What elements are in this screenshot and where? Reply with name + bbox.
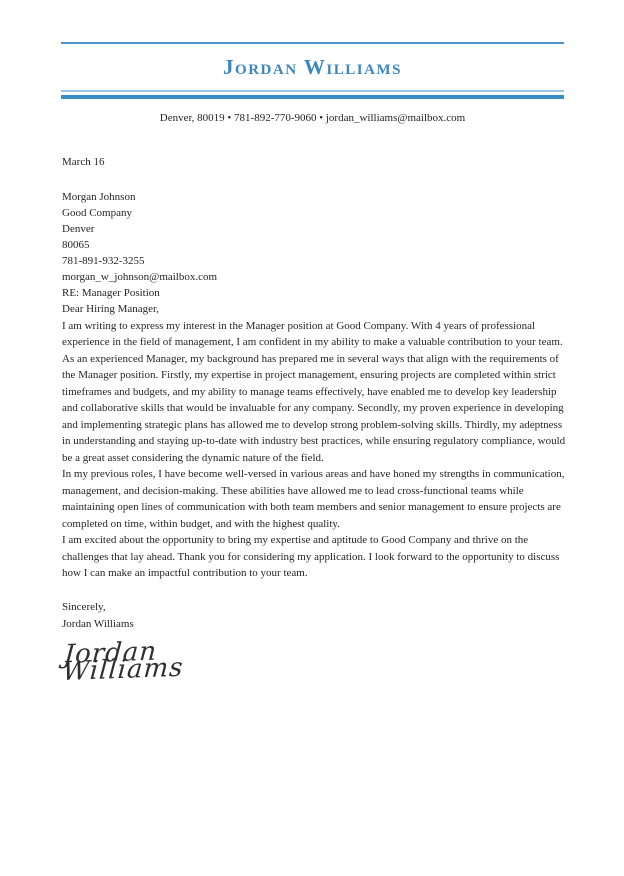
recipient-company: Good Company bbox=[62, 206, 132, 219]
handwritten-signature: Jordan Williams bbox=[61, 636, 185, 687]
salutation: Dear Hiring Manager, bbox=[62, 303, 159, 316]
header-rule-thin bbox=[61, 90, 564, 92]
recipient-city: Denver bbox=[62, 222, 95, 235]
recipient-block bbox=[62, 189, 566, 285]
closing-block bbox=[62, 599, 566, 633]
header-top-rule bbox=[61, 42, 564, 44]
paragraph-experience: As an experienced Manager, my background has prepared me in several ways that align with the requirements of the Manager position. Firstly, my expertise in project management, ensuring projects are completed within strict timeframes and budgets, and my ability to manage teams effectively, have enabled me to develop key leadership and collaborative skills that would be invaluable for any company. Secondly, my proven experience in developing and implementing strategic plans has allowed me to develop strong problem-solving skills. Thirdly, my adeptness in understanding and staying up-to-date with industry best practices, while ensuring regulatory compliance, would be a great asset considering the dynamic nature of the field. bbox=[62, 352, 566, 464]
header-name: Jordan Williams bbox=[223, 55, 402, 79]
recipient-phone: 781-891-932-3255 bbox=[62, 254, 145, 267]
recipient-zip: 80065 bbox=[62, 238, 90, 251]
subject-line: RE: Manager Position bbox=[62, 286, 160, 299]
paragraph-strengths: In my previous roles, I have become well-versed in various areas and have honed my strengths in communication, management, and decision-making. These abilities have allowed me to lead cross-functional teams while maintaining open lines of communication with both team members and senior management to ensure projects are completed on time, within budget, and with the highest quality. bbox=[62, 468, 565, 530]
paragraph-intro: I am writing to express my interest in the Manager position at Good Company. With 4 years of professional experience in the field of management, I am confident in my ability to make a valuable contribution to your team. bbox=[62, 319, 563, 349]
header-bottom-rule bbox=[61, 90, 564, 99]
signer-name: Jordan Williams bbox=[62, 617, 134, 630]
header-contact-line: Denver, 80019 • 781-892-770-9060 • jordan_williams@mailbox.com bbox=[159, 112, 466, 125]
letter-date: March 16 bbox=[62, 156, 105, 169]
closing-word: Sincerely, bbox=[62, 600, 106, 613]
letter-body bbox=[61, 124, 566, 687]
paragraph-closing: I am excited about the opportunity to bring my expertise and aptitude to Good Company and thrive on the challenges that lay ahead. Thank you for considering my application. I look forward to the opportunity to discuss how I can make an impactful contribution to your team. bbox=[62, 534, 560, 580]
recipient-name: Morgan Johnson bbox=[62, 190, 136, 203]
header-rule-thick bbox=[61, 95, 564, 99]
letter-header bbox=[61, 42, 564, 124]
recipient-email: morgan_w_johnson@mailbox.com bbox=[62, 270, 218, 283]
